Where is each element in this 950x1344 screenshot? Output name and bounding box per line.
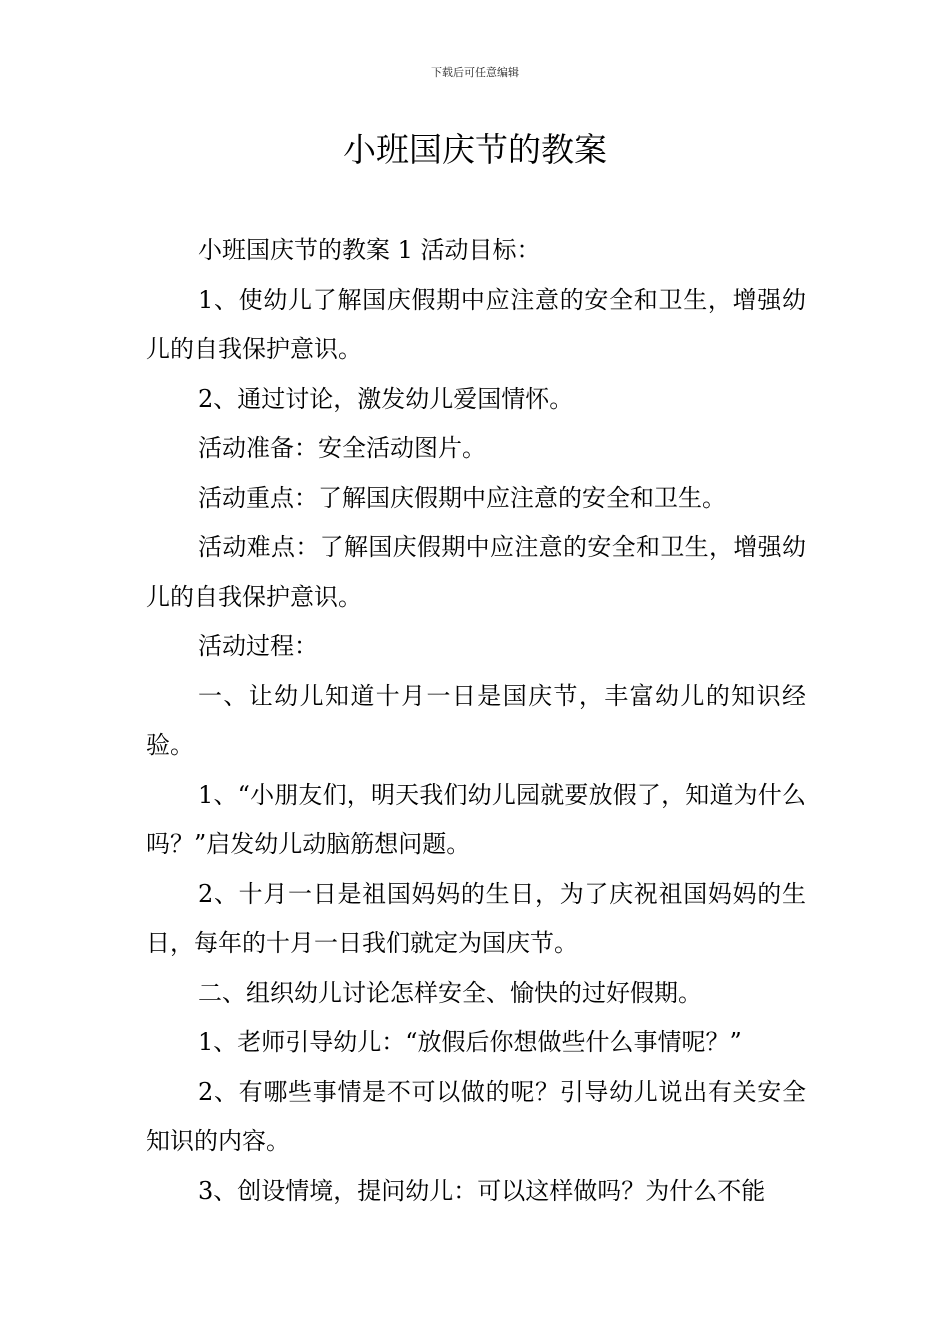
paragraph: 2、通过讨论，激发幼儿爱国情怀。: [198, 384, 574, 413]
paragraph: 一、让幼儿知道十月一日是国庆节，丰富幼儿的知识经验。: [146, 681, 806, 759]
paragraph: 活动过程：: [198, 632, 318, 660]
paragraph: 2、十月一日是祖国妈妈的生日，为了庆祝祖国妈妈的生日，每年的十月一日我们就定为国庆节。: [146, 879, 806, 957]
paragraph: 小班国庆节的教案 1 活动目标：: [198, 236, 541, 264]
paragraph: 1、老师引导幼儿：“放假后你想做些什么事情呢？”: [198, 1028, 742, 1056]
header-note: 下载后可任意编辑: [431, 66, 519, 79]
paragraph: 1、使幼儿了解国庆假期中应注意的安全和卫生，增强幼儿的自我保护意识。: [146, 285, 806, 363]
paragraph: 活动难点：了解国庆假期中应注意的安全和卫生，增强幼儿的自我保护意识。: [146, 533, 806, 611]
paragraph: 活动准备：安全活动图片。: [198, 434, 486, 462]
document-body: [146, 226, 806, 1216]
paragraph: 二、组织幼儿讨论怎样安全、愉快的过好假期。: [198, 978, 702, 1007]
paragraph: 2、有哪些事情是不可以做的呢？引导幼儿说出有关安全知识的内容。: [146, 1077, 806, 1155]
paragraph: 3、创设情境，提问幼儿：可以这样做吗？为什么不能: [198, 1176, 766, 1205]
paragraph: 1、“小朋友们，明天我们幼儿园就要放假了，知道为什么吗？”启发幼儿动脑筋想问题。: [146, 780, 806, 858]
paragraph: 活动重点：了解国庆假期中应注意的安全和卫生。: [198, 483, 726, 512]
document-title: 小班国庆节的教案: [343, 130, 607, 169]
